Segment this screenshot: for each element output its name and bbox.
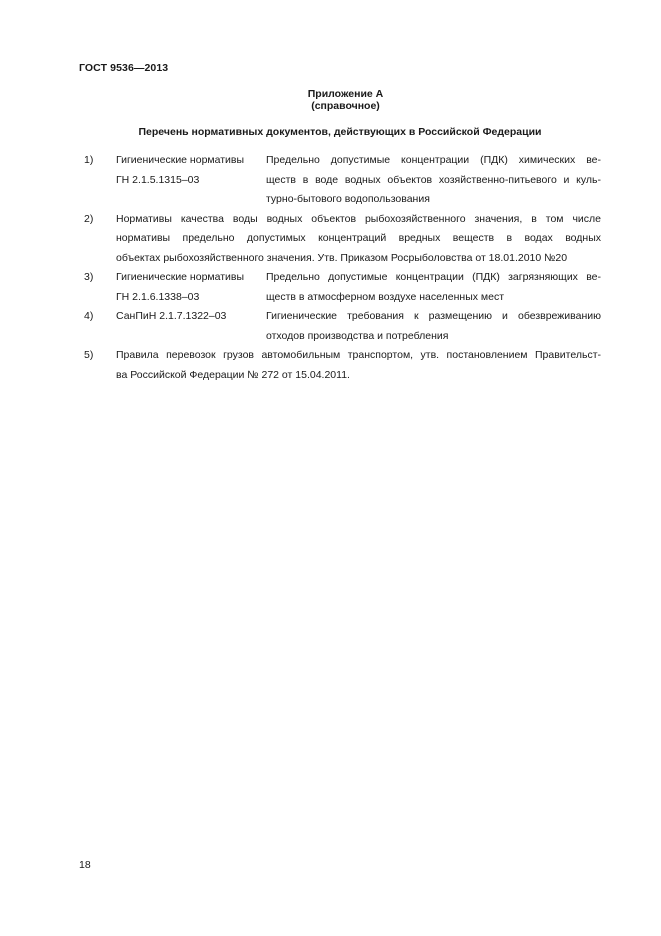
item-document — [116, 268, 266, 307]
list-item — [84, 346, 601, 385]
item-document-line: ГН 2.1.6.1338–03 — [116, 290, 200, 303]
list-item — [84, 151, 601, 210]
item-description-line: Предельно допустимые концентрации (ПДК) загрязняющих ве- — [266, 271, 601, 283]
item-document-line: Гигиенические нормативы — [116, 271, 245, 283]
item-description-line: ществ в воде водных объектов хозяйственно-питьевого и куль- — [266, 173, 601, 186]
item-number: 2) — [84, 212, 94, 225]
item-document-line: ГН 2.1.5.1315–03 — [116, 173, 200, 186]
list-item — [84, 210, 601, 269]
item-document — [116, 307, 266, 346]
list-item — [84, 268, 601, 307]
annex-title — [0, 88, 661, 112]
item-description-line: турно-бытового водопользования — [266, 193, 430, 205]
item-description-line: Гигиенические требования к размещению и обезвреживанию — [266, 310, 601, 322]
annex-title-line-2: (справочное) — [311, 100, 380, 112]
item-number: 4) — [84, 310, 94, 322]
item-document-line: Гигиенические нормативы — [116, 154, 245, 166]
item-number: 5) — [84, 349, 94, 361]
item-number: 1) — [84, 154, 94, 166]
item-text-line: Правила перевозок грузов автомобильным транспортом, утв. постановлением Правительст- — [116, 349, 601, 361]
document-code-header: ГОСТ 9536—2013 — [79, 62, 169, 74]
item-document — [116, 151, 266, 210]
item-description-line: отходов производства и потребления — [266, 329, 449, 342]
annex-title-line-1: Приложение А — [307, 88, 384, 100]
item-description — [266, 151, 601, 210]
item-description — [266, 307, 601, 346]
item-text-line: нормативы предельно допустимых концентраций вредных веществ в водах водных — [116, 232, 601, 244]
item-text — [116, 346, 601, 385]
page-number: 18 — [79, 859, 91, 871]
item-description-line: Предельно допустимые концентрации (ПДК) химических ве- — [266, 154, 601, 166]
item-number: 3) — [84, 271, 94, 283]
item-document-line: СанПиН 2.1.7.1322–03 — [116, 310, 227, 322]
item-text-line: объектах рыбохозяйственного значения. Утв. Приказом Росрыболовства от 18.01.2010 №20 — [116, 251, 568, 264]
item-text — [116, 210, 601, 269]
item-description-line: ществ в атмосферном воздухе населенных мест — [266, 290, 505, 303]
normative-documents-list — [84, 151, 601, 385]
item-description — [266, 268, 601, 307]
item-text-line: ва Российской Федерации № 272 от 15.04.2011. — [116, 368, 350, 381]
list-title: Перечень нормативных документов, действующих в Российской Федерации — [138, 126, 542, 138]
item-text-line: Нормативы качества воды водных объектов рыбохозяйственного значения, в том числе — [116, 212, 601, 225]
list-item — [84, 307, 601, 346]
